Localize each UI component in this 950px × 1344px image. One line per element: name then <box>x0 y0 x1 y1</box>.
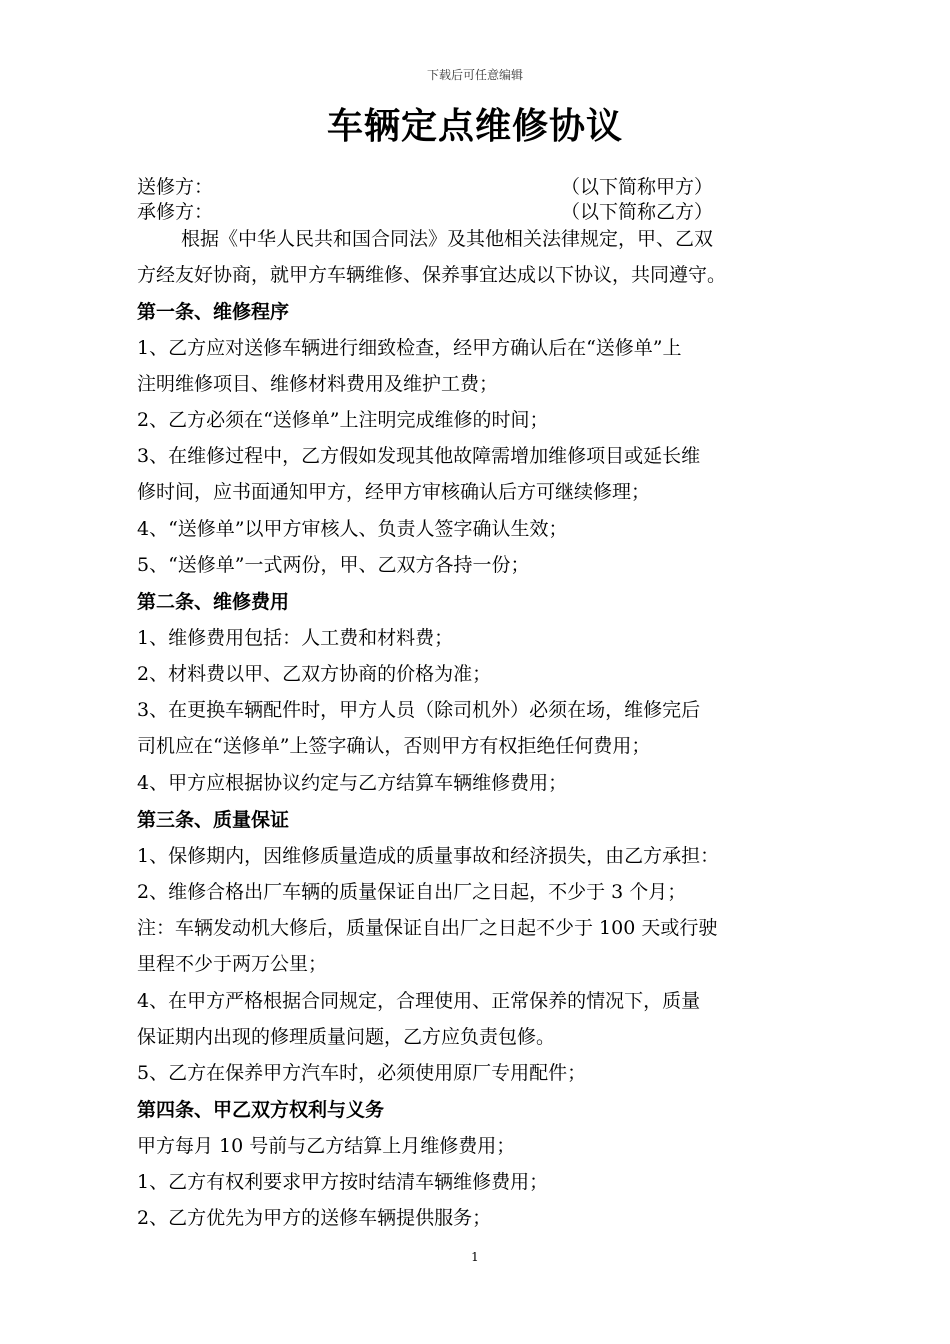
section-line: 4、“送修单”以甲方审核人、负责人签字确认生效； <box>137 518 568 540</box>
section-line: 5、乙方在保养甲方汽车时，必须使用原厂专用配件； <box>137 1062 587 1084</box>
section-line: 注：车辆发动机大修后，质量保证自出厂之日起不少于 100 天或行驶 <box>137 917 718 939</box>
sender-note: （以下简称甲方） <box>561 176 714 198</box>
intro-line: 根据《中华人民共和国合同法》及其他相关法律规定，甲、乙双 <box>181 228 714 250</box>
section-line: 2、乙方必须在“送修单”上注明完成维修的时间； <box>137 409 549 431</box>
repairer-label: 承修方： <box>137 201 214 223</box>
sender-label: 送修方： <box>137 176 214 198</box>
section-line: 甲方每月 10 号前与乙方结算上月维修费用； <box>137 1135 516 1157</box>
section-line: 里程不少于两万公里； <box>137 953 328 975</box>
section-line: 2、材料费以甲、乙双方协商的价格为准； <box>137 663 492 685</box>
section-heading: 第一条、维修程序 <box>137 301 290 323</box>
section-line: 4、甲方应根据协议约定与乙方结算车辆维修费用； <box>137 772 568 794</box>
section-line: 2、乙方优先为甲方的送修车辆提供服务； <box>137 1207 492 1229</box>
section-line: 5、“送修单”一式两份，甲、乙双方各持一份； <box>137 554 530 576</box>
section-line: 3、在维修过程中，乙方假如发现其他故障需增加维修项目或延长维 <box>137 445 701 467</box>
section-line: 1、维修费用包括：人工费和材料费； <box>137 627 454 649</box>
section-line: 修时间，应书面通知甲方，经甲方审核确认后方可继续修理； <box>137 481 651 503</box>
repairer-note: （以下简称乙方） <box>561 201 714 223</box>
section-line: 注明维修项目、维修材料费用及维护工费； <box>137 373 499 395</box>
page-header: 下载后可任意编辑 <box>426 68 523 82</box>
section-line: 4、在甲方严格根据合同规定，合理使用、正常保养的情况下，质量 <box>137 990 701 1012</box>
intro-line: 方经友好协商，就甲方车辆维修、保养事宜达成以下协议，共同遵守。 <box>137 264 727 286</box>
section-heading: 第二条、维修费用 <box>137 591 290 613</box>
section-line: 1、乙方有权利要求甲方按时结清车辆维修费用； <box>137 1171 549 1193</box>
section-line: 3、在更换车辆配件时，甲方人员（除司机外）必须在场，维修完后 <box>137 699 701 721</box>
document-title: 车辆定点维修协议 <box>326 106 623 147</box>
section-line: 保证期内出现的修理质量问题，乙方应负责包修。 <box>137 1026 556 1048</box>
section-line: 2、维修合格出厂车辆的质量保证自出厂之日起，不少于 3 个月； <box>137 881 687 903</box>
section-line: 1、乙方应对送修车辆进行细致检查，经甲方确认后在“送修单”上 <box>137 337 682 359</box>
section-heading: 第三条、质量保证 <box>137 809 290 831</box>
party-sender-row <box>137 172 827 199</box>
section-heading: 第四条、甲乙双方权利与义务 <box>137 1099 385 1121</box>
section-line: 司机应在“送修单”上签字确认，否则甲方有权拒绝任何费用； <box>137 735 651 757</box>
party-repairer-row <box>137 197 827 224</box>
page-number: 1 <box>471 1250 479 1264</box>
section-line: 1、保修期内，因维修质量造成的质量事故和经济损失，由乙方承担： <box>137 845 720 867</box>
